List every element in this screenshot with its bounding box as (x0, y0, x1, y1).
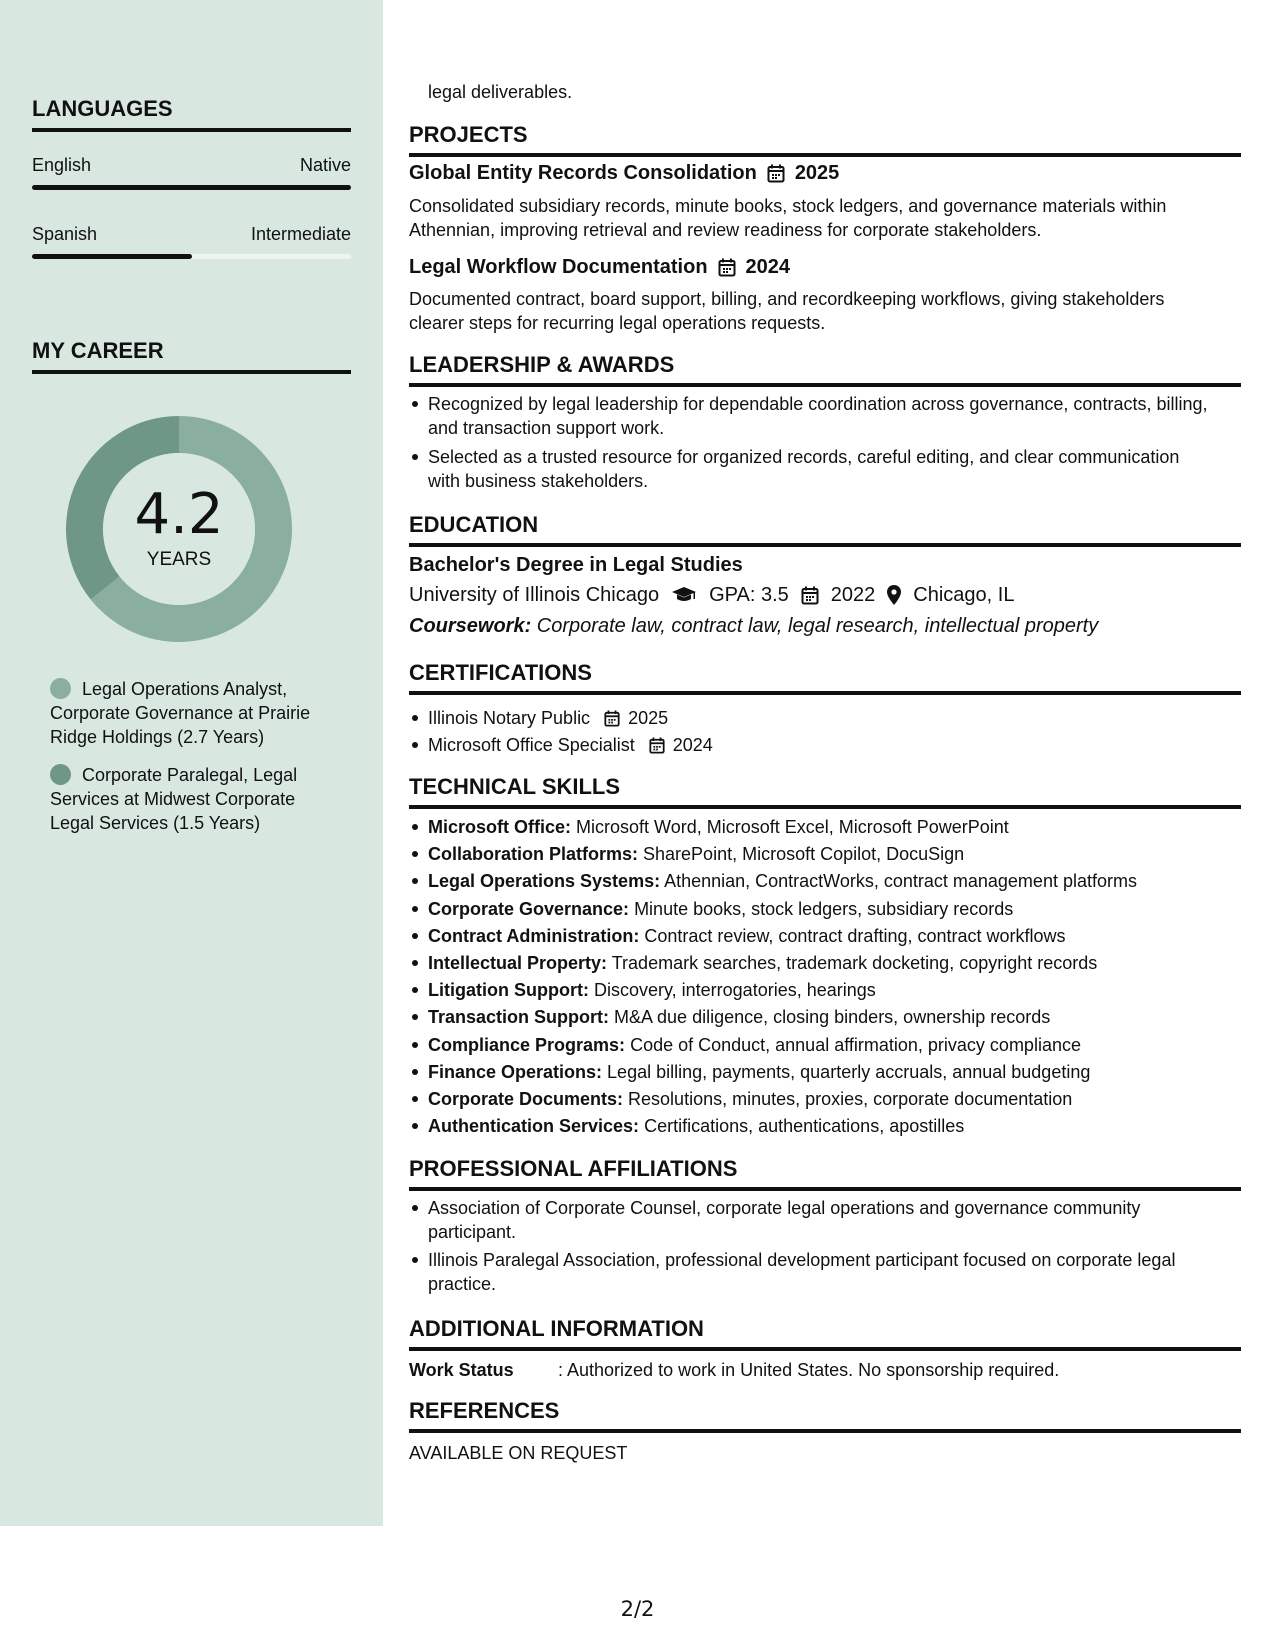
affiliation-item (409, 1248, 1241, 1296)
skill-label: Intellectual Property: (428, 953, 608, 973)
skill-item (409, 951, 1241, 975)
work-status-value: : Authorized to work in United States. No sponsorship required. (558, 1360, 1060, 1380)
education-degree: Bachelor's Degree in Legal Studies (409, 554, 743, 576)
career-legend-dot (50, 678, 71, 699)
career-total-unit: YEARS (146, 549, 212, 570)
language-level: Native (299, 155, 351, 175)
certifications-heading: CERTIFICATIONS (409, 660, 1241, 695)
language-bar-spanish (32, 254, 351, 259)
languages-heading: LANGUAGES (32, 96, 351, 132)
career-item (50, 677, 340, 749)
coursework-label: Coursework: (409, 615, 532, 637)
education-details (409, 583, 1014, 607)
education-coursework (409, 614, 1098, 638)
career-legend-dot (50, 764, 71, 785)
skills-heading: TECHNICAL SKILLS (409, 774, 1241, 809)
certification-name: Illinois Notary Public (428, 708, 591, 728)
page-number: 2/2 (620, 1597, 655, 1621)
skill-item (409, 978, 1241, 1002)
certification-year: 2025 (628, 708, 669, 728)
career-item-text: Legal Operations Analyst, Corporate Governance at Prairie Ridge Holdings (2.7 Years) (50, 679, 311, 747)
additional-info-heading: ADDITIONAL INFORMATION (409, 1316, 1241, 1351)
education-year: 2022 (830, 584, 876, 606)
skill-label: Contract Administration: (428, 926, 640, 946)
skill-label: Compliance Programs: (428, 1035, 626, 1055)
carryover-text: legal deliverables. (428, 82, 573, 102)
calendar-icon (718, 258, 736, 277)
leadership-item (409, 445, 1241, 493)
skill-value: Trademark searches, trademark docketing, copyright records (607, 953, 1098, 973)
leadership-item (409, 392, 1241, 440)
donut-center (66, 416, 292, 642)
references-value: AVAILABLE ON REQUEST (409, 1443, 628, 1463)
language-level: Intermediate (250, 224, 351, 244)
certification-name: Microsoft Office Specialist (428, 735, 635, 755)
education-heading: EDUCATION (409, 512, 1241, 547)
language-name: English (32, 155, 92, 175)
calendar-icon (801, 586, 819, 605)
skill-value: Microsoft Word, Microsoft Excel, Microsoft PowerPoint (571, 817, 1009, 837)
skill-item (409, 897, 1241, 921)
affiliation-item (409, 1196, 1241, 1244)
coursework-value: Corporate law, contract law, legal research, intellectual property (531, 615, 1099, 637)
skill-label: Finance Operations: (428, 1062, 603, 1082)
skill-value: Certifications, authentications, apostilles (639, 1116, 965, 1136)
leadership-line: with business stakeholders. (428, 471, 649, 491)
project-name: Global Entity Records Consolidation (409, 162, 757, 184)
project-name: Legal Workflow Documentation (409, 256, 708, 278)
calendar-icon (604, 710, 620, 727)
projects-heading: PROJECTS (409, 122, 1241, 157)
skill-value: Legal billing, payments, quarterly accruals, annual budgeting (602, 1062, 1091, 1082)
skill-value: Contract review, contract drafting, contract workflows (639, 926, 1066, 946)
skill-label: Collaboration Platforms: (428, 844, 639, 864)
skill-label: Transaction Support: (428, 1007, 610, 1027)
certification-item (409, 733, 1241, 757)
calendar-icon (767, 164, 785, 183)
leadership-line: and transaction support work. (428, 418, 665, 438)
calendar-icon (649, 737, 665, 754)
skill-item (409, 842, 1241, 866)
work-status-label: Work Status (409, 1360, 514, 1380)
references-heading: REFERENCES (409, 1398, 1241, 1433)
skill-label: Legal Operations Systems: (428, 871, 661, 891)
skill-value: M&A due diligence, closing binders, ownership records (609, 1007, 1051, 1027)
career-item (50, 763, 340, 835)
education-location: Chicago, IL (913, 584, 1015, 606)
skill-label: Corporate Governance: (428, 899, 630, 919)
skill-value: Code of Conduct, annual affirmation, privacy compliance (625, 1035, 1081, 1055)
skill-item (409, 1114, 1241, 1138)
skill-label: Corporate Documents: (428, 1089, 624, 1109)
graduation-cap-icon (671, 586, 697, 604)
language-name: Spanish (32, 224, 98, 244)
skill-label: Microsoft Office: (428, 817, 572, 837)
affiliation-line: Association of Corporate Counsel, corporate legal operations and governance community (428, 1198, 1141, 1218)
leadership-line: Recognized by legal leadership for dependable coordination across governance, contracts, billing, (428, 394, 1208, 414)
project-title (409, 256, 790, 279)
project-description: clearer steps for recurring legal operations requests. (409, 313, 826, 333)
skill-item (409, 815, 1241, 839)
skill-label: Authentication Services: (428, 1116, 640, 1136)
leadership-heading: LEADERSHIP & AWARDS (409, 352, 1241, 387)
career-heading: MY CAREER (32, 338, 351, 374)
language-bar-fill (32, 254, 192, 259)
skill-value: Athennian, ContractWorks, contract management platforms (660, 871, 1137, 891)
project-title (409, 162, 839, 185)
skill-item (409, 1087, 1241, 1111)
skill-value: Resolutions, minutes, proxies, corporate documentation (623, 1089, 1073, 1109)
certification-year: 2024 (672, 735, 713, 755)
affiliation-line: practice. (428, 1274, 497, 1294)
language-row-english (32, 155, 351, 176)
education-gpa: GPA: 3.5 (709, 584, 789, 606)
education-school: University of Illinois Chicago (409, 584, 660, 606)
project-description: Documented contract, board support, billing, and recordkeeping workflows, giving stakeholders (409, 289, 1165, 309)
project-year: 2024 (745, 256, 791, 278)
project-description: Consolidated subsidiary records, minute books, stock ledgers, and governance materials within (409, 196, 1167, 216)
affiliations-heading: PROFESSIONAL AFFILIATIONS (409, 1156, 1241, 1191)
career-donut (66, 416, 292, 642)
skill-item (409, 869, 1241, 893)
skill-item (409, 1033, 1241, 1057)
language-row-spanish (32, 224, 351, 245)
location-pin-icon (887, 585, 901, 605)
certification-item (409, 706, 1241, 730)
skill-value: SharePoint, Microsoft Copilot, DocuSign (638, 844, 965, 864)
affiliation-line: participant. (428, 1222, 517, 1242)
skill-item (409, 1060, 1241, 1084)
skill-item (409, 924, 1241, 948)
project-year: 2025 (794, 162, 840, 184)
affiliation-line: Illinois Paralegal Association, professional development participant focused on corporate legal (428, 1250, 1176, 1270)
career-total-years: 4.2 (134, 482, 224, 547)
skill-value: Discovery, interrogatories, hearings (588, 980, 876, 1000)
skill-item (409, 1005, 1241, 1029)
skill-label: Litigation Support: (428, 980, 589, 1000)
career-item-text: Corporate Paralegal, Legal Services at Midwest Corporate Legal Services (1.5 Years) (50, 765, 298, 833)
leadership-line: Selected as a trusted resource for organized records, careful editing, and clear communication (428, 447, 1180, 467)
language-bar-english (32, 185, 351, 190)
language-bar-fill (32, 185, 351, 190)
skill-value: Minute books, stock ledgers, subsidiary records (629, 899, 1014, 919)
project-description: Athennian, improving retrieval and review readiness for corporate stakeholders. (409, 220, 1042, 240)
